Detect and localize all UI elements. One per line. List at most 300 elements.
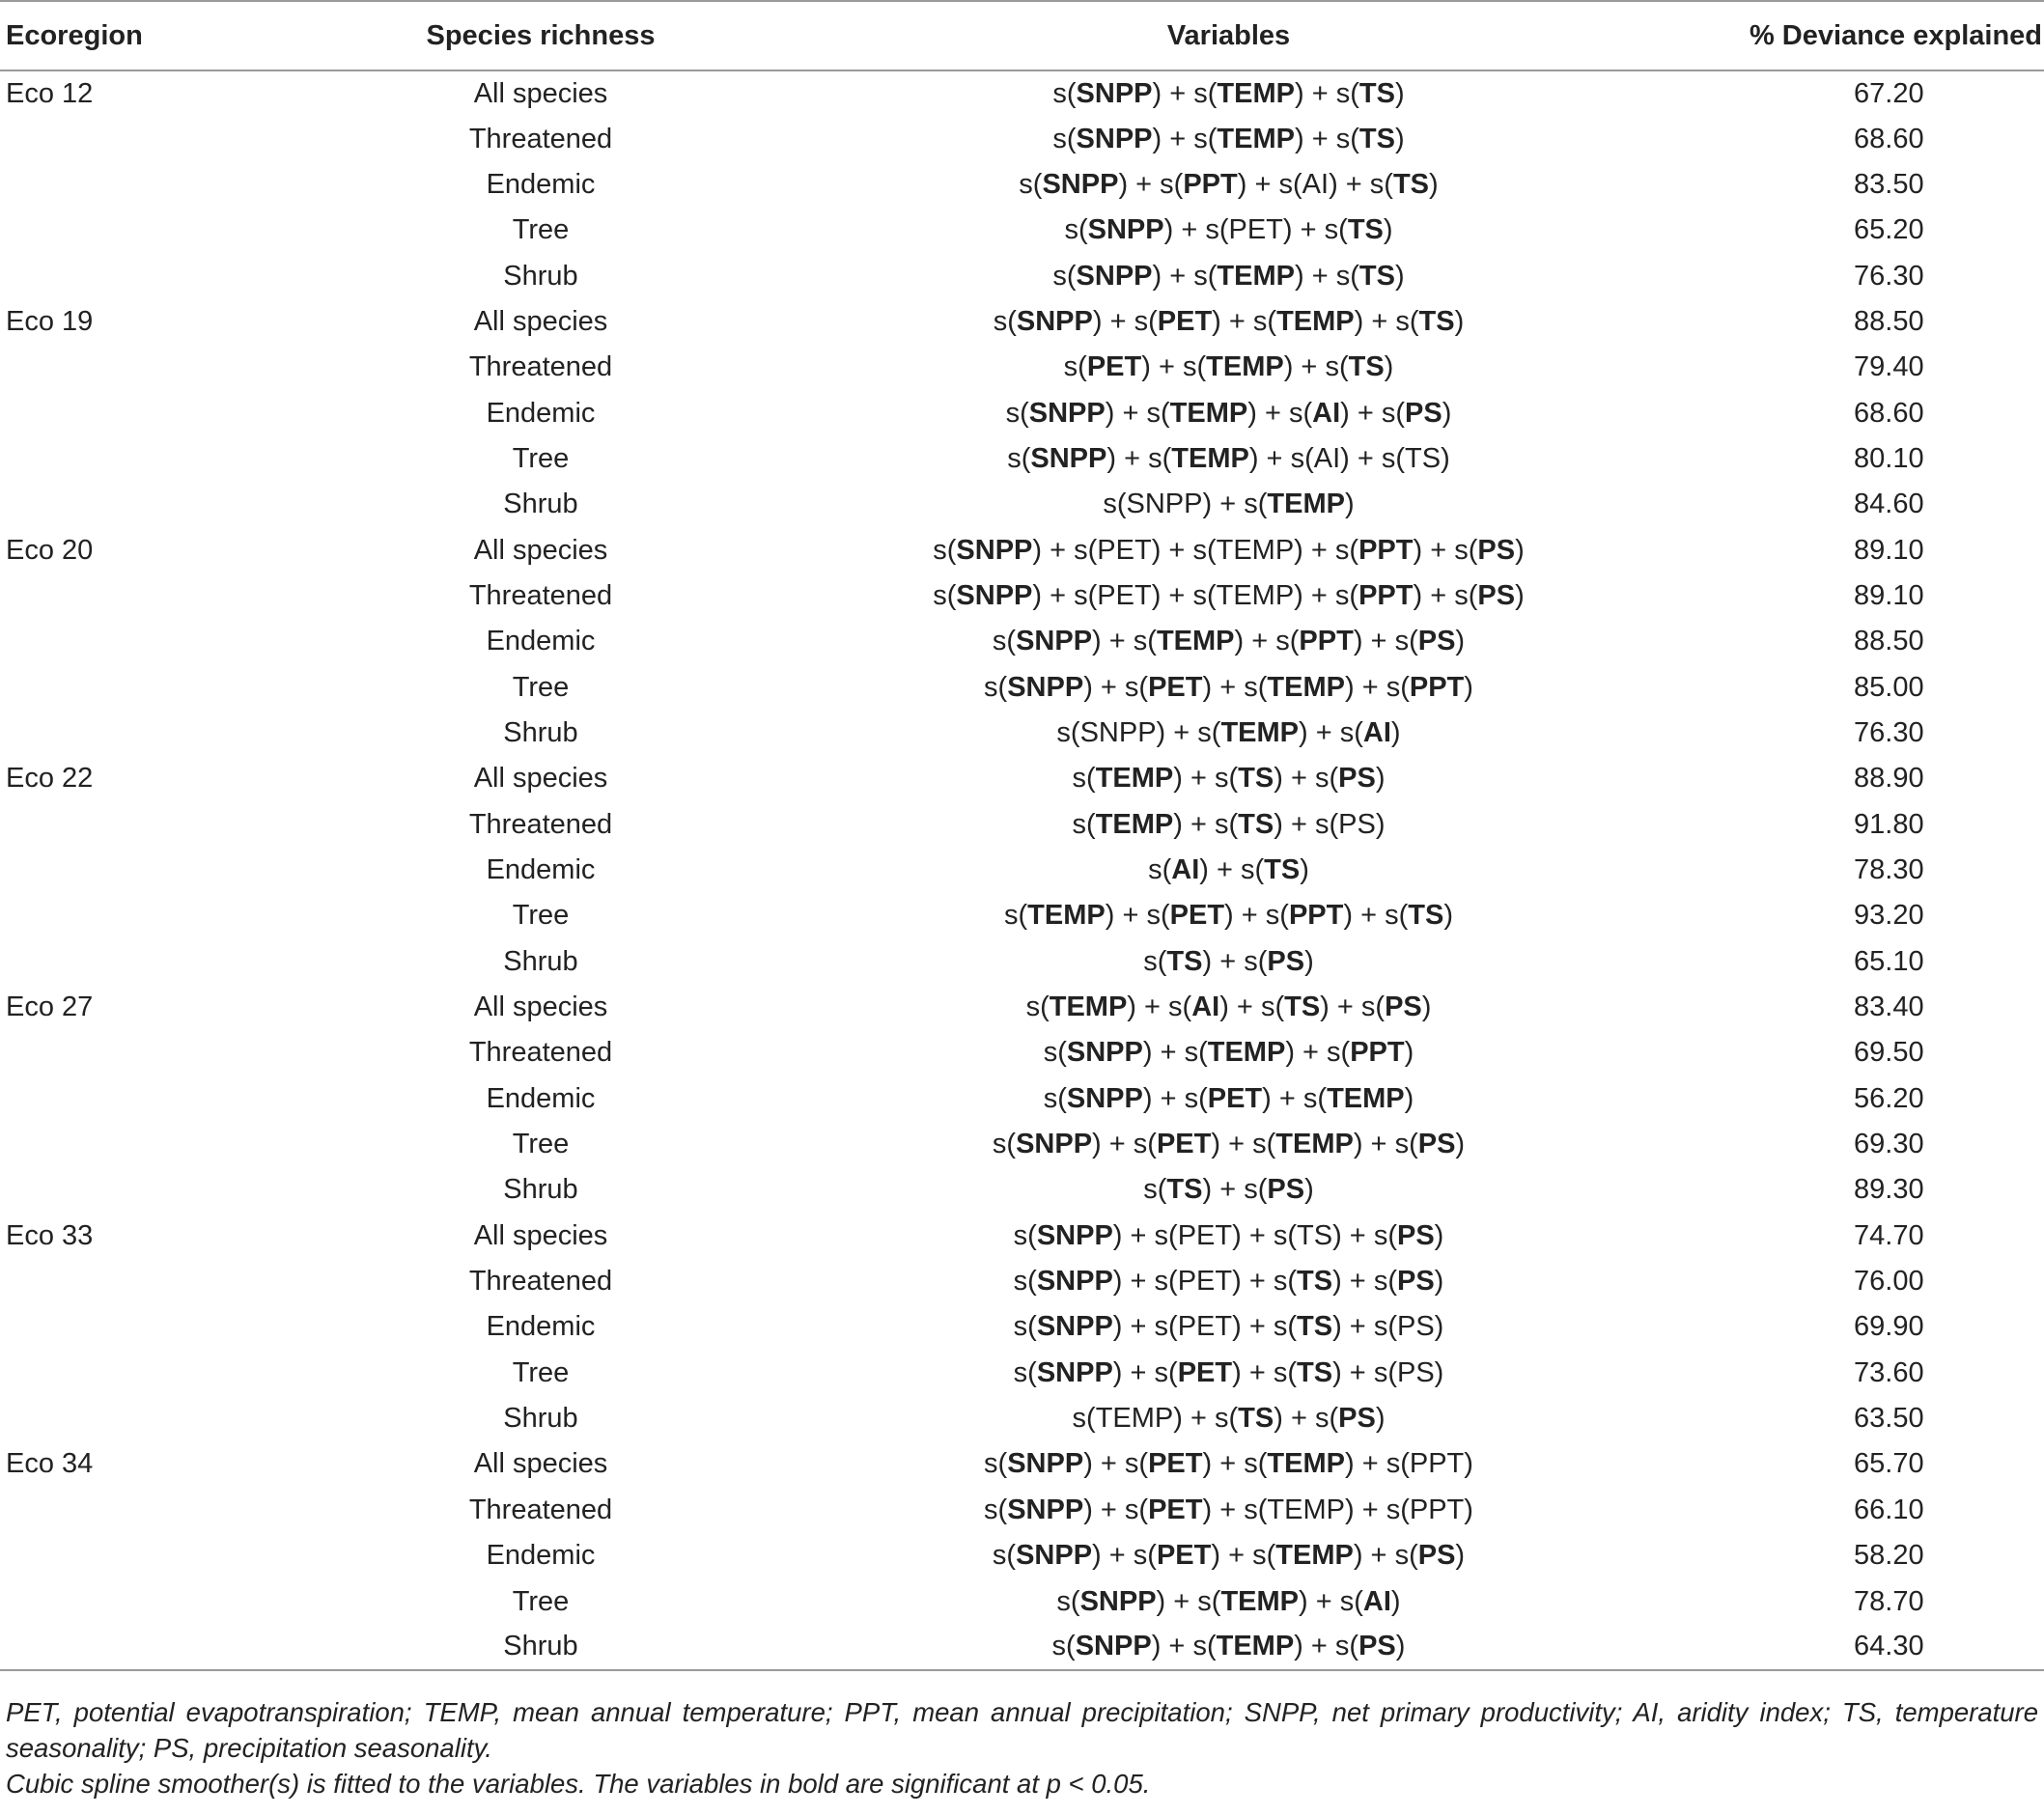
cell-ecoregion <box>0 711 319 756</box>
significant-variable: TEMP <box>1275 1129 1354 1160</box>
cell-species-richness: All species <box>473 77 608 109</box>
cell-ecoregion <box>0 1167 319 1213</box>
significant-variable: PS <box>1477 534 1516 566</box>
cell-species-richness: Endemic <box>486 1082 596 1114</box>
cell-ecoregion <box>0 1625 319 1670</box>
cell-species-richness: Endemic <box>486 1540 596 1572</box>
cell-deviance-explained: 79.40 <box>1854 351 1924 383</box>
significant-variable: PS <box>1358 1631 1396 1662</box>
table-row <box>0 70 2044 116</box>
cell-ecoregion <box>0 573 319 619</box>
cell-species-richness: Shrub <box>503 945 578 977</box>
cell-ecoregion <box>0 1122 319 1167</box>
cell-ecoregion <box>0 116 319 161</box>
cell-ecoregion <box>0 1076 319 1122</box>
cell-variables: s(SNPP) + s(PET) + s(TEMP) + s(PPT) + s(PS) <box>933 579 1525 611</box>
significant-variable: SNPP <box>1076 260 1153 292</box>
significant-variable: SNPP <box>1036 1219 1113 1251</box>
significant-variable: SNPP <box>1016 305 1093 337</box>
cell-deviance-explained: 68.60 <box>1854 123 1924 154</box>
cell-ecoregion <box>0 848 319 893</box>
cell-species-richness: All species <box>473 1219 608 1251</box>
cell-variables: s(TS) + s(PS) <box>1143 1174 1314 1206</box>
significant-variable: TS <box>1297 1356 1333 1388</box>
table-row <box>0 482 2044 527</box>
cell-ecoregion: Eco 34 <box>6 1448 94 1480</box>
significant-variable: PS <box>1417 1129 1456 1160</box>
cell-deviance-explained: 69.50 <box>1854 1037 1924 1069</box>
significant-variable: PET <box>1148 1448 1203 1480</box>
significant-variable: TEMP <box>1327 1082 1405 1114</box>
significant-variable: AI <box>1191 991 1220 1023</box>
cell-ecoregion <box>0 1351 319 1396</box>
cell-deviance-explained: 76.30 <box>1854 716 1924 748</box>
significant-variable: TEMP <box>1267 671 1345 703</box>
variable: PET <box>1097 579 1152 611</box>
cell-variables: s(SNPP) + s(TEMP) + s(AI) <box>1056 716 1401 748</box>
significant-variable: TS <box>1392 168 1430 200</box>
cell-variables: s(TEMP) + s(AI) + s(TS) + s(PS) <box>1025 991 1432 1023</box>
variable: PET <box>1228 214 1283 246</box>
cell-variables: s(SNPP) + s(PET) + s(TS) <box>1064 214 1393 246</box>
table-row <box>0 1533 2044 1578</box>
cell-ecoregion <box>0 1259 319 1304</box>
cell-variables: s(SNPP) + s(PET) + s(TEMP) <box>1043 1082 1414 1114</box>
cell-variables: s(AI) + s(TS) <box>1148 854 1309 886</box>
cell-variables: s(SNPP) + s(TEMP) + s(PPT) <box>1043 1037 1414 1069</box>
table-row <box>0 1488 2044 1533</box>
table-row <box>0 1441 2044 1487</box>
significance-note: Cubic spline smoother(s) is fitted to the variables. The variables in bold are significant at p < 0.05. <box>6 1769 1151 1799</box>
cell-species-richness: Endemic <box>486 854 596 886</box>
variable: PET <box>1177 1311 1233 1343</box>
variable: PPT <box>1409 1448 1465 1480</box>
cell-species-richness: Tree <box>512 900 570 932</box>
variable: TEMP <box>1267 1494 1345 1525</box>
significant-variable: SNPP <box>1076 77 1153 109</box>
cell-deviance-explained: 83.50 <box>1854 168 1924 200</box>
cell-deviance-explained: 76.00 <box>1854 1266 1924 1298</box>
table-row <box>0 619 2044 664</box>
table-row <box>0 985 2044 1030</box>
cell-ecoregion <box>0 1578 319 1624</box>
cell-deviance-explained: 76.30 <box>1854 260 1924 292</box>
cell-deviance-explained: 63.50 <box>1854 1403 1924 1435</box>
significant-variable: TS <box>1297 1311 1333 1343</box>
table-row <box>0 527 2044 572</box>
cell-variables: s(SNPP) + s(TEMP) + s(TS) <box>1052 260 1405 292</box>
header-ecoregion: Ecoregion <box>0 1 319 70</box>
cell-species-richness: Tree <box>512 1129 570 1160</box>
cell-species-richness: All species <box>473 1448 608 1480</box>
cell-ecoregion <box>0 1304 319 1350</box>
cell-deviance-explained: 93.20 <box>1854 900 1924 932</box>
significant-variable: PPT <box>1288 900 1344 932</box>
cell-variables: s(SNPP) + s(PET) + s(TEMP) + s(PPT) <box>984 1448 1473 1480</box>
significant-variable: PET <box>1157 305 1213 337</box>
significant-variable: SNPP <box>1036 1266 1113 1298</box>
cell-variables: s(SNPP) + s(PET) + s(TEMP) + s(TS) <box>993 305 1465 337</box>
cell-species-richness: Endemic <box>486 397 596 429</box>
cell-variables: s(SNPP) + s(TEMP) + s(TS) <box>1052 77 1405 109</box>
cell-deviance-explained: 83.40 <box>1854 991 1924 1023</box>
significant-variable: TS <box>1166 945 1203 977</box>
significant-variable: SNPP <box>1016 626 1093 657</box>
significant-variable: TEMP <box>1267 489 1345 520</box>
significant-variable: AI <box>1362 1585 1391 1617</box>
cell-deviance-explained: 88.50 <box>1854 305 1924 337</box>
cell-ecoregion <box>0 1533 319 1578</box>
significant-variable: TS <box>1358 260 1395 292</box>
cell-ecoregion: Eco 33 <box>6 1219 94 1251</box>
significant-variable: TEMP <box>1220 1585 1300 1617</box>
significant-variable: SNPP <box>1087 214 1164 246</box>
table-row <box>0 1076 2044 1122</box>
significant-variable: SNPP <box>1036 1356 1113 1388</box>
cell-species-richness: Shrub <box>503 1403 578 1435</box>
cell-deviance-explained: 84.60 <box>1854 489 1924 520</box>
cell-deviance-explained: 85.00 <box>1854 671 1924 703</box>
significant-variable: TEMP <box>1276 305 1355 337</box>
cell-deviance-explained: 89.30 <box>1854 1174 1924 1206</box>
significant-variable: PS <box>1267 945 1305 977</box>
cell-deviance-explained: 74.70 <box>1854 1219 1924 1251</box>
cell-deviance-explained: 73.60 <box>1854 1356 1924 1388</box>
significant-variable: PET <box>1148 1494 1203 1525</box>
cell-variables: s(SNPP) + s(TEMP) + s(TS) <box>1052 123 1405 154</box>
variable: PS <box>1396 1311 1435 1343</box>
cell-species-richness: All species <box>473 763 608 795</box>
cell-variables: s(SNPP) + s(TEMP) + s(PPT) + s(PS) <box>992 626 1466 657</box>
cell-species-richness: Endemic <box>486 626 596 657</box>
cell-ecoregion <box>0 1030 319 1075</box>
cell-species-richness: Shrub <box>503 716 578 748</box>
cell-species-richness: Shrub <box>319 1625 724 1670</box>
cell-species-richness: All species <box>473 991 608 1023</box>
significant-variable: PS <box>1338 763 1376 795</box>
cell-deviance-explained: 67.20 <box>1854 77 1924 109</box>
cell-species-richness: Threatened <box>468 123 613 154</box>
table-row <box>0 893 2044 938</box>
significant-variable: SNPP <box>1066 1082 1143 1114</box>
cell-ecoregion <box>0 802 319 848</box>
cell-deviance-explained: 65.10 <box>1854 945 1924 977</box>
cell-variables: s(SNPP) + s(PET) + s(TEMP) + s(PPT) + s(PS) <box>933 534 1525 566</box>
significant-variable: PPT <box>1409 671 1465 703</box>
significant-variable: PET <box>1177 1356 1233 1388</box>
cell-ecoregion <box>0 345 319 390</box>
cell-deviance-explained: 89.10 <box>1854 534 1924 566</box>
significant-variable: TEMP <box>1156 626 1235 657</box>
table-row <box>0 1122 2044 1167</box>
cell-species-richness: Threatened <box>468 808 613 840</box>
variable: SNPP <box>1126 489 1203 520</box>
cell-variables: s(TEMP) + s(PET) + s(PPT) + s(TS) <box>1004 900 1453 932</box>
cell-variables: s(SNPP) + s(TEMP) + s(AI) <box>1056 1585 1401 1617</box>
cell-ecoregion <box>0 1488 319 1533</box>
table-row <box>0 711 2044 756</box>
significant-variable: AI <box>1312 397 1341 429</box>
cell-species-richness: Endemic <box>486 1311 596 1343</box>
cell-ecoregion <box>0 939 319 985</box>
cell-variables: s(SNPP) + s(PET) + s(TEMP) + s(PS) <box>992 1540 1466 1572</box>
significant-variable: PPT <box>1358 534 1414 566</box>
cell-deviance-explained: 78.70 <box>1854 1585 1924 1617</box>
table-body <box>0 70 2044 1670</box>
variable: TS <box>1405 442 1442 474</box>
significant-variable: TEMP <box>1217 123 1295 154</box>
cell-ecoregion <box>0 619 319 664</box>
significant-variable: TS <box>1238 763 1274 795</box>
variable: PPT <box>1409 1494 1465 1525</box>
cell-variables: s(SNPP) + s(PET) + s(TS) + s(PS) <box>1013 1219 1444 1251</box>
variable: AI <box>1302 168 1330 200</box>
table-row <box>0 939 2044 985</box>
significant-variable: PET <box>1156 1540 1212 1572</box>
cell-deviance-explained: 78.30 <box>1854 854 1924 886</box>
cell-variables: s(SNPP) + s(PET) + s(TS) + s(PS) <box>1013 1266 1444 1298</box>
header-variables: Variables <box>724 1 1685 70</box>
table-header <box>0 1 2044 70</box>
cell-ecoregion <box>0 253 319 298</box>
cell-deviance-explained: 89.10 <box>1854 579 1924 611</box>
significant-variable: TEMP <box>1220 716 1300 748</box>
cell-species-richness: Threatened <box>468 579 613 611</box>
table-row <box>0 253 2044 298</box>
cell-deviance-explained: 64.30 <box>1685 1625 2044 1670</box>
significant-variable: SNPP <box>1042 168 1119 200</box>
significant-variable: TS <box>1297 1266 1333 1298</box>
cell-species-richness: All species <box>473 305 608 337</box>
significant-variable: TS <box>1358 123 1395 154</box>
table-row <box>0 436 2044 482</box>
cell-species-richness: Endemic <box>486 168 596 200</box>
cell-ecoregion: Eco 20 <box>6 534 94 566</box>
significant-variable: SNPP <box>956 579 1033 611</box>
significant-variable: PS <box>1396 1219 1435 1251</box>
cell-species-richness: Shrub <box>503 260 578 292</box>
cell-variables: s(SNPP) + s(PET) + s(TS) + s(PS) <box>1013 1311 1444 1343</box>
significant-variable: PS <box>1405 397 1442 429</box>
cell-ecoregion <box>0 482 319 527</box>
significant-variable: SNPP <box>1028 397 1106 429</box>
table-row <box>0 1351 2044 1396</box>
significant-variable: SNPP <box>1007 671 1084 703</box>
significant-variable: TEMP <box>1216 1631 1295 1662</box>
variable: TS <box>1297 1219 1333 1251</box>
cell-variables: s(SNPP) + s(TEMP) + s(AI) + s(PS) <box>1005 397 1452 429</box>
cell-species-richness: Tree <box>512 671 570 703</box>
cell-variables: s(SNPP) + s(TEMP) + s(AI) + s(TS) <box>1007 442 1450 474</box>
cell-deviance-explained: 69.30 <box>1854 1129 1924 1160</box>
significant-variable: TS <box>1418 305 1455 337</box>
significant-variable: PS <box>1477 579 1516 611</box>
table-row <box>0 1167 2044 1213</box>
significant-variable: TS <box>1347 214 1384 246</box>
cell-deviance-explained: 68.60 <box>1854 397 1924 429</box>
significant-variable: PET <box>1086 351 1142 383</box>
significant-variable: PET <box>1169 900 1225 932</box>
table-row <box>0 573 2044 619</box>
cell-deviance-explained: 80.10 <box>1854 442 1924 474</box>
cell-deviance-explained: 56.20 <box>1854 1082 1924 1114</box>
table-row <box>0 1259 2044 1304</box>
significant-variable: TS <box>1238 808 1274 840</box>
table-row <box>0 1304 2044 1350</box>
table-row <box>0 162 2044 208</box>
significant-variable: TS <box>1358 77 1395 109</box>
significant-variable: SNPP <box>956 534 1033 566</box>
significant-variable: PPT <box>1299 626 1354 657</box>
cell-species-richness: Threatened <box>468 351 613 383</box>
cell-species-richness: Threatened <box>468 1266 613 1298</box>
significant-variable: TEMP <box>1267 1448 1345 1480</box>
significant-variable: TEMP <box>1049 991 1128 1023</box>
cell-deviance-explained: 88.90 <box>1854 763 1924 795</box>
significant-variable: PS <box>1417 626 1456 657</box>
cell-variables: s(SNPP) + s(PET) + s(TS) + s(PS) <box>1013 1356 1444 1388</box>
table-row <box>0 1214 2044 1259</box>
table-row <box>0 802 2044 848</box>
table-footnotes <box>6 1694 2038 1801</box>
cell-species-richness: Threatened <box>468 1494 613 1525</box>
cell-species-richness: Tree <box>512 1356 570 1388</box>
table-row <box>0 848 2044 893</box>
cell-species-richness: Tree <box>512 1585 570 1617</box>
cell-variables: s(SNPP) + s(TEMP) + s(PS) <box>724 1625 1685 1670</box>
cell-variables: s(PET) + s(TEMP) + s(TS) <box>1063 351 1394 383</box>
significant-variable: TS <box>1348 351 1385 383</box>
cell-ecoregion: Eco 27 <box>6 991 94 1023</box>
cell-ecoregion <box>0 1396 319 1441</box>
cell-deviance-explained: 66.10 <box>1854 1494 1924 1525</box>
significant-variable: TEMP <box>1217 77 1295 109</box>
table-row <box>0 390 2044 435</box>
cell-ecoregion <box>0 208 319 253</box>
variable: TEMP <box>1216 534 1295 566</box>
cell-deviance-explained: 65.20 <box>1854 214 1924 246</box>
significant-variable: PS <box>1385 991 1422 1023</box>
significant-variable: AI <box>1362 716 1391 748</box>
significant-variable: TS <box>1264 854 1301 886</box>
cell-ecoregion <box>0 893 319 938</box>
cell-deviance-explained: 69.90 <box>1854 1311 1924 1343</box>
significant-variable: TS <box>1238 1403 1274 1435</box>
significant-variable: PPT <box>1358 579 1414 611</box>
cell-deviance-explained: 65.70 <box>1854 1448 1924 1480</box>
cell-ecoregion <box>0 436 319 482</box>
significant-variable: TEMP <box>1207 1037 1286 1069</box>
significant-variable: PET <box>1148 671 1203 703</box>
cell-deviance-explained: 91.80 <box>1854 808 1924 840</box>
variable: PS <box>1396 1356 1435 1388</box>
significant-variable: SNPP <box>1075 1631 1152 1662</box>
significant-variable: TEMP <box>1095 763 1174 795</box>
significant-variable: TS <box>1166 1174 1203 1206</box>
cell-species-richness: All species <box>473 534 608 566</box>
cell-variables: s(TEMP) + s(TS) + s(PS) <box>1072 1403 1386 1435</box>
variable: PS <box>1338 808 1376 840</box>
table-row <box>0 756 2044 801</box>
significant-variable: SNPP <box>1007 1448 1084 1480</box>
significant-variable: PET <box>1207 1082 1263 1114</box>
significant-variable: SNPP <box>1030 442 1107 474</box>
header-deviance-explained: % Deviance explained <box>1685 1 2044 70</box>
significant-variable: AI <box>1171 854 1200 886</box>
cell-variables: s(SNPP) + s(PET) + s(TEMP) + s(PS) <box>992 1129 1466 1160</box>
cell-ecoregion: Eco 12 <box>6 77 94 109</box>
variable: PET <box>1097 534 1152 566</box>
table-row <box>0 664 2044 710</box>
cell-species-richness: Tree <box>512 214 570 246</box>
significant-variable: PS <box>1267 1174 1305 1206</box>
table-row <box>0 1625 2044 1670</box>
cell-variables: s(TEMP) + s(TS) + s(PS) <box>1072 808 1386 840</box>
cell-species-richness: Threatened <box>468 1037 613 1069</box>
significant-variable: PS <box>1417 1540 1456 1572</box>
variable: TEMP <box>1216 579 1295 611</box>
cell-ecoregion <box>0 162 319 208</box>
table-row <box>0 299 2044 345</box>
significant-variable: SNPP <box>1016 1129 1093 1160</box>
significant-variable: PS <box>1396 1266 1435 1298</box>
header-species-richness: Species richness <box>319 1 724 70</box>
significant-variable: TEMP <box>1217 260 1295 292</box>
significant-variable: TEMP <box>1095 808 1174 840</box>
header-row <box>0 1 2044 70</box>
cell-variables: s(TEMP) + s(TS) + s(PS) <box>1072 763 1386 795</box>
significant-variable: TS <box>1408 900 1444 932</box>
significant-variable: SNPP <box>1016 1540 1093 1572</box>
cell-variables: s(TS) + s(PS) <box>1143 945 1314 977</box>
cell-variables: s(SNPP) + s(PET) + s(TEMP) + s(PPT) <box>984 671 1473 703</box>
cell-species-richness: Shrub <box>503 1174 578 1206</box>
cell-ecoregion <box>0 390 319 435</box>
significant-variable: TEMP <box>1171 442 1249 474</box>
significant-variable: SNPP <box>1076 123 1153 154</box>
table-row <box>0 116 2044 161</box>
cell-ecoregion <box>0 664 319 710</box>
table-row <box>0 1030 2044 1075</box>
significant-variable: PET <box>1156 1129 1212 1160</box>
table-row <box>0 1396 2044 1441</box>
abbreviations-note: PET, potential evapotranspiration; TEMP, mean annual temperature; PPT, mean annual precipitation; SNPP, net primary productivity; AI, aridity index; TS, temperature seasonality; PS, precipitation seasonality. <box>6 1697 2038 1763</box>
cell-variables: s(SNPP) + s(PPT) + s(AI) + s(TS) <box>1019 168 1439 200</box>
significant-variable: TS <box>1284 991 1321 1023</box>
cell-deviance-explained: 58.20 <box>1854 1540 1924 1572</box>
variable: PET <box>1177 1266 1233 1298</box>
cell-ecoregion: Eco 22 <box>6 763 94 795</box>
cell-variables: s(SNPP) + s(TEMP) <box>1103 489 1355 520</box>
variable: PET <box>1177 1219 1233 1251</box>
cell-species-richness: Shrub <box>503 489 578 520</box>
variable: SNPP <box>1079 716 1157 748</box>
table-row <box>0 345 2044 390</box>
variable: AI <box>1313 442 1341 474</box>
table-row <box>0 208 2044 253</box>
significant-variable: PPT <box>1183 168 1238 200</box>
significant-variable: PPT <box>1350 1037 1405 1069</box>
significant-variable: SNPP <box>1066 1037 1143 1069</box>
significant-variable: SNPP <box>1007 1494 1084 1525</box>
variable: TEMP <box>1095 1403 1174 1435</box>
significant-variable: TEMP <box>1169 397 1248 429</box>
cell-variables: s(SNPP) + s(PET) + s(TEMP) + s(PPT) <box>984 1494 1473 1525</box>
table-row <box>0 1578 2044 1624</box>
cell-ecoregion: Eco 19 <box>6 305 94 337</box>
significant-variable: TEMP <box>1027 900 1106 932</box>
cell-deviance-explained: 88.50 <box>1854 626 1924 657</box>
